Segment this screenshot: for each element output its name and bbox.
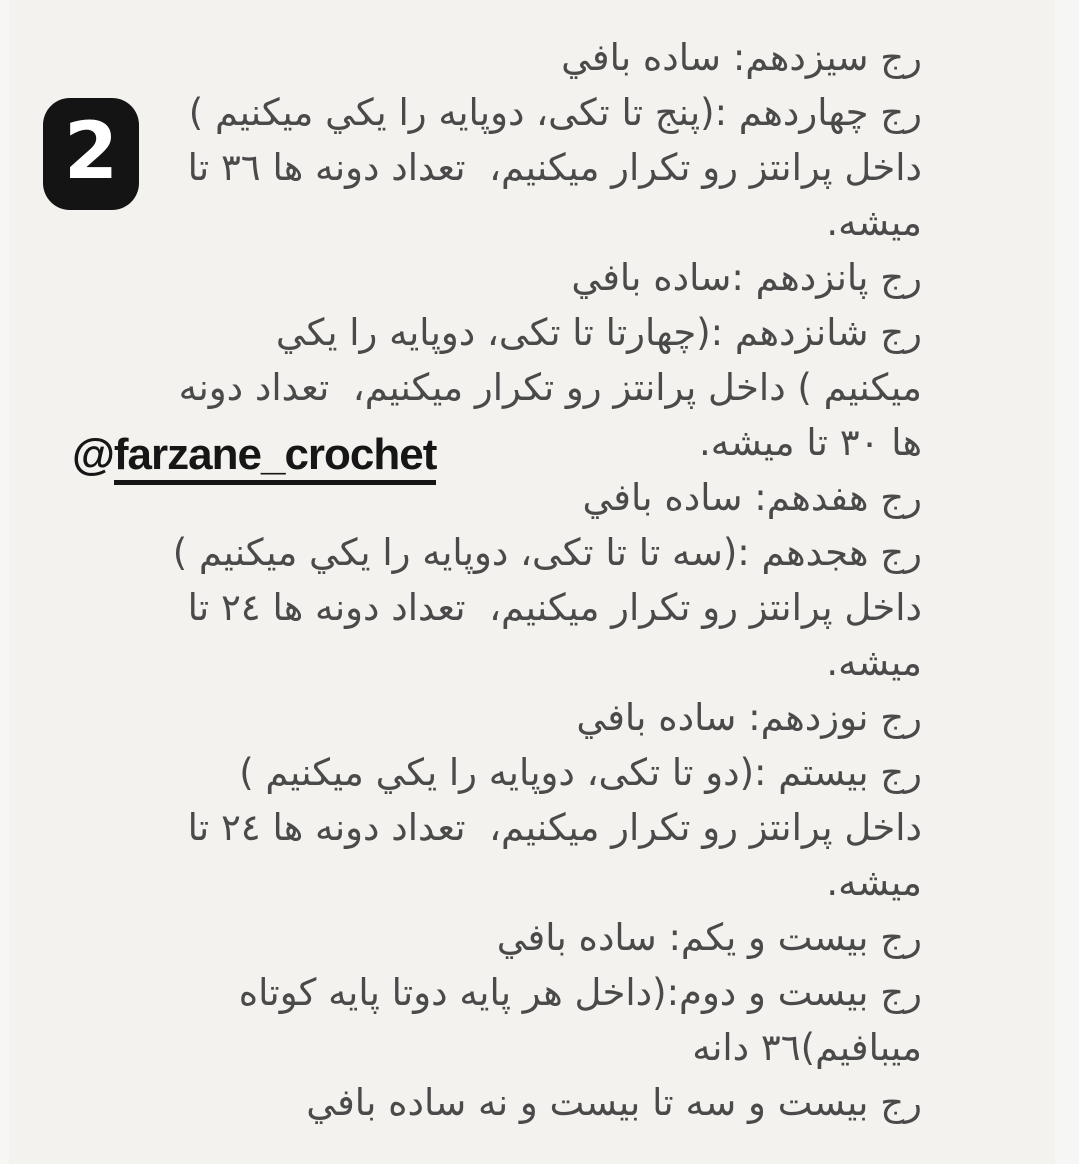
text-line: میشه. [826, 201, 922, 244]
watermark-at-sign: @ [72, 430, 114, 479]
text-line: داخل پرانتز رو تکرار میکنیم، تعداد دونه ها ٢٤ تا [187, 806, 922, 849]
text-line: رج بیستم :(دو تا تکی، دوپایه را یکي میکنیم ) [239, 751, 922, 794]
watermark-handle: farzane_crochet [114, 430, 436, 485]
text-line: رج هفدهم: ساده بافي [582, 476, 922, 519]
right-edge-strip [1055, 0, 1079, 1164]
text-line: رج بیست و دوم:(داخل هر پایه دوتا پایه کوتاه [238, 971, 922, 1014]
text-line: ها ٣٠ تا میشه. [699, 421, 922, 464]
watermark [72, 430, 436, 480]
text-line: میکنیم ) داخل پرانتز رو تکرار میکنیم، تعداد دونه [178, 366, 922, 409]
text-line: میشه. [826, 861, 922, 904]
text-line: رج چهاردهم :(پنج تا تکی، دوپایه را یکي میکنیم ) [188, 91, 922, 134]
text-line: داخل پرانتز رو تکرار میکنیم، تعداد دونه ها ٣٦ تا [187, 146, 922, 189]
text-line: داخل پرانتز رو تکرار میکنیم، تعداد دونه ها ٢٤ تا [187, 586, 922, 629]
page-number: 2 [63, 107, 119, 197]
text-line: رج سیزدهم: ساده بافي [561, 36, 922, 79]
text-line: رج بیست و یکم: ساده بافي [496, 916, 922, 959]
text-line: رج پانزدهم :ساده بافي [571, 256, 922, 299]
left-edge-strip [0, 0, 9, 1164]
instructions-text-block [120, 30, 922, 1130]
text-line: میبافیم)٣٦ دانه [692, 1026, 922, 1069]
text-line: رج نوزدهم: ساده بافي [576, 696, 922, 739]
text-line: رج هجدهم :(سه تا تا تکی، دوپایه را یکي میکنیم ) [172, 531, 922, 574]
text-line: رج شانزدهم :(چهارتا تا تکی، دوپایه را یکي [275, 311, 922, 354]
text-line: رج بیست و سه تا بیست و نه ساده بافي [306, 1081, 922, 1124]
text-line: میشه. [826, 641, 922, 684]
